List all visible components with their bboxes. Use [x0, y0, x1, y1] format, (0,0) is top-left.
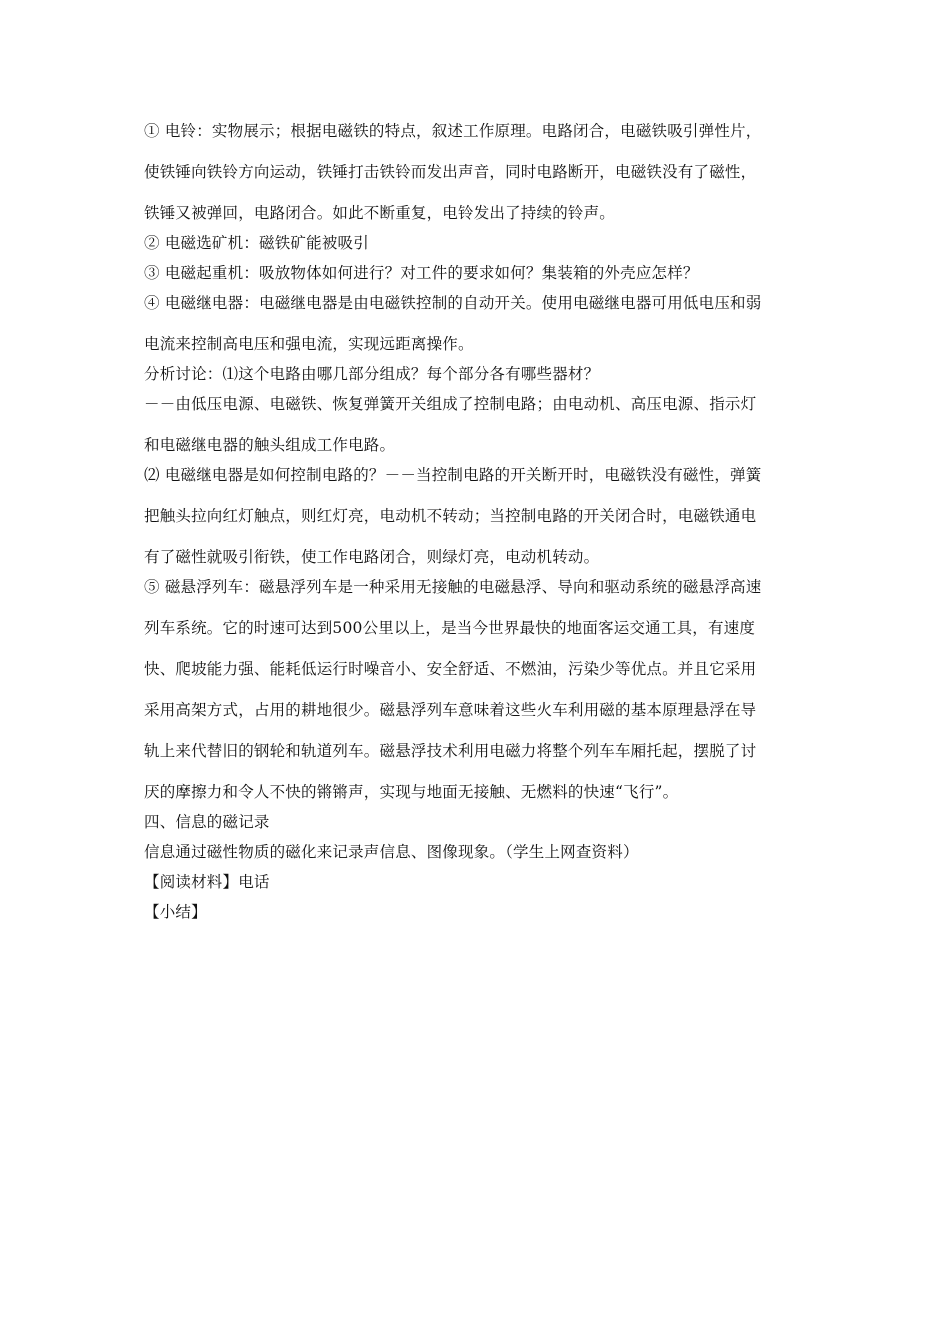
paragraph-line: 把触头拉向红灯触点，则红灯亮，电动机不转动；当控制电路的开关闭合时，电磁铁通电	[144, 507, 757, 525]
section-heading: 四、信息的磁记录	[144, 813, 270, 831]
summary-label: 【小结】	[144, 903, 207, 921]
paragraph-line: 电流来控制高电压和强电流，实现远距离操作。	[144, 335, 474, 353]
paragraph-line: 分析讨论：⑴这个电路由哪几部分组成？每个部分各有哪些器材？	[144, 365, 600, 383]
paragraph-line: ⑤ 磁悬浮列车：磁悬浮列车是一种采用无接触的电磁悬浮、导向和驱动系统的磁悬浮高速	[144, 578, 762, 596]
paragraph-line: 信息通过磁性物质的磁化来记录声信息、图像现象。（学生上网查资料）	[144, 843, 639, 861]
paragraph-line: 有了磁性就吸引衔铁，使工作电路闭合，则绿灯亮，电动机转动。	[144, 548, 600, 566]
paragraph-line: －－由低压电源、电磁铁、恢复弹簧开关组成了控制电路；由电动机、高压电源、指示灯	[144, 395, 757, 413]
document-body	[144, 118, 810, 925]
paragraph-line: 铁锤又被弹回，电路闭合。如此不断重复，电铃发出了持续的铃声。	[144, 204, 616, 222]
paragraph-line: ② 电磁选矿机：磁铁矿能被吸引	[144, 234, 369, 252]
paragraph-line: 快、爬坡能力强、能耗低运行时噪音小、安全舒适、不燃油，污染少等优点。并且它采用	[144, 660, 757, 678]
reading-material-label: 【阅读材料】电话	[144, 873, 270, 891]
paragraph-line: 使铁锤向铁铃方向运动，铁锤打击铁铃而发出声音，同时电路断开，电磁铁没有了磁性，	[144, 163, 757, 181]
paragraph-line: 和电磁继电器的触头组成工作电路。	[144, 436, 396, 454]
paragraph-line: 列车系统。它的时速可达到500公里以上，是当今世界最快的地面客运交通工具，有速度	[144, 619, 756, 637]
paragraph-line: ⑵ 电磁继电器是如何控制电路的？－－当控制电路的开关断开时，电磁铁没有磁性，弹簧	[144, 466, 762, 484]
paragraph-line: ① 电铃：实物展示；根据电磁铁的特点，叙述工作原理。电路闭合，电磁铁吸引弹性片，	[144, 122, 762, 140]
paragraph-line: ③ 电磁起重机：吸放物体如何进行？对工件的要求如何？集装箱的外壳应怎样？	[144, 264, 699, 282]
paragraph-line: 轨上来代替旧的钢轮和轨道列车。磁悬浮技术利用电磁力将整个列车车厢托起，摆脱了讨	[144, 742, 757, 760]
paragraph-line: ④ 电磁继电器：电磁继电器是由电磁铁控制的自动开关。使用电磁继电器可用低电压和弱	[144, 294, 762, 312]
paragraph-line: 厌的摩擦力和令人不快的锵锵声，实现与地面无接触、无燃料的快速“飞行”。	[144, 783, 679, 801]
paragraph-line: 采用高架方式，占用的耕地很少。磁悬浮列车意味着这些火车利用磁的基本原理悬浮在导	[144, 701, 757, 719]
